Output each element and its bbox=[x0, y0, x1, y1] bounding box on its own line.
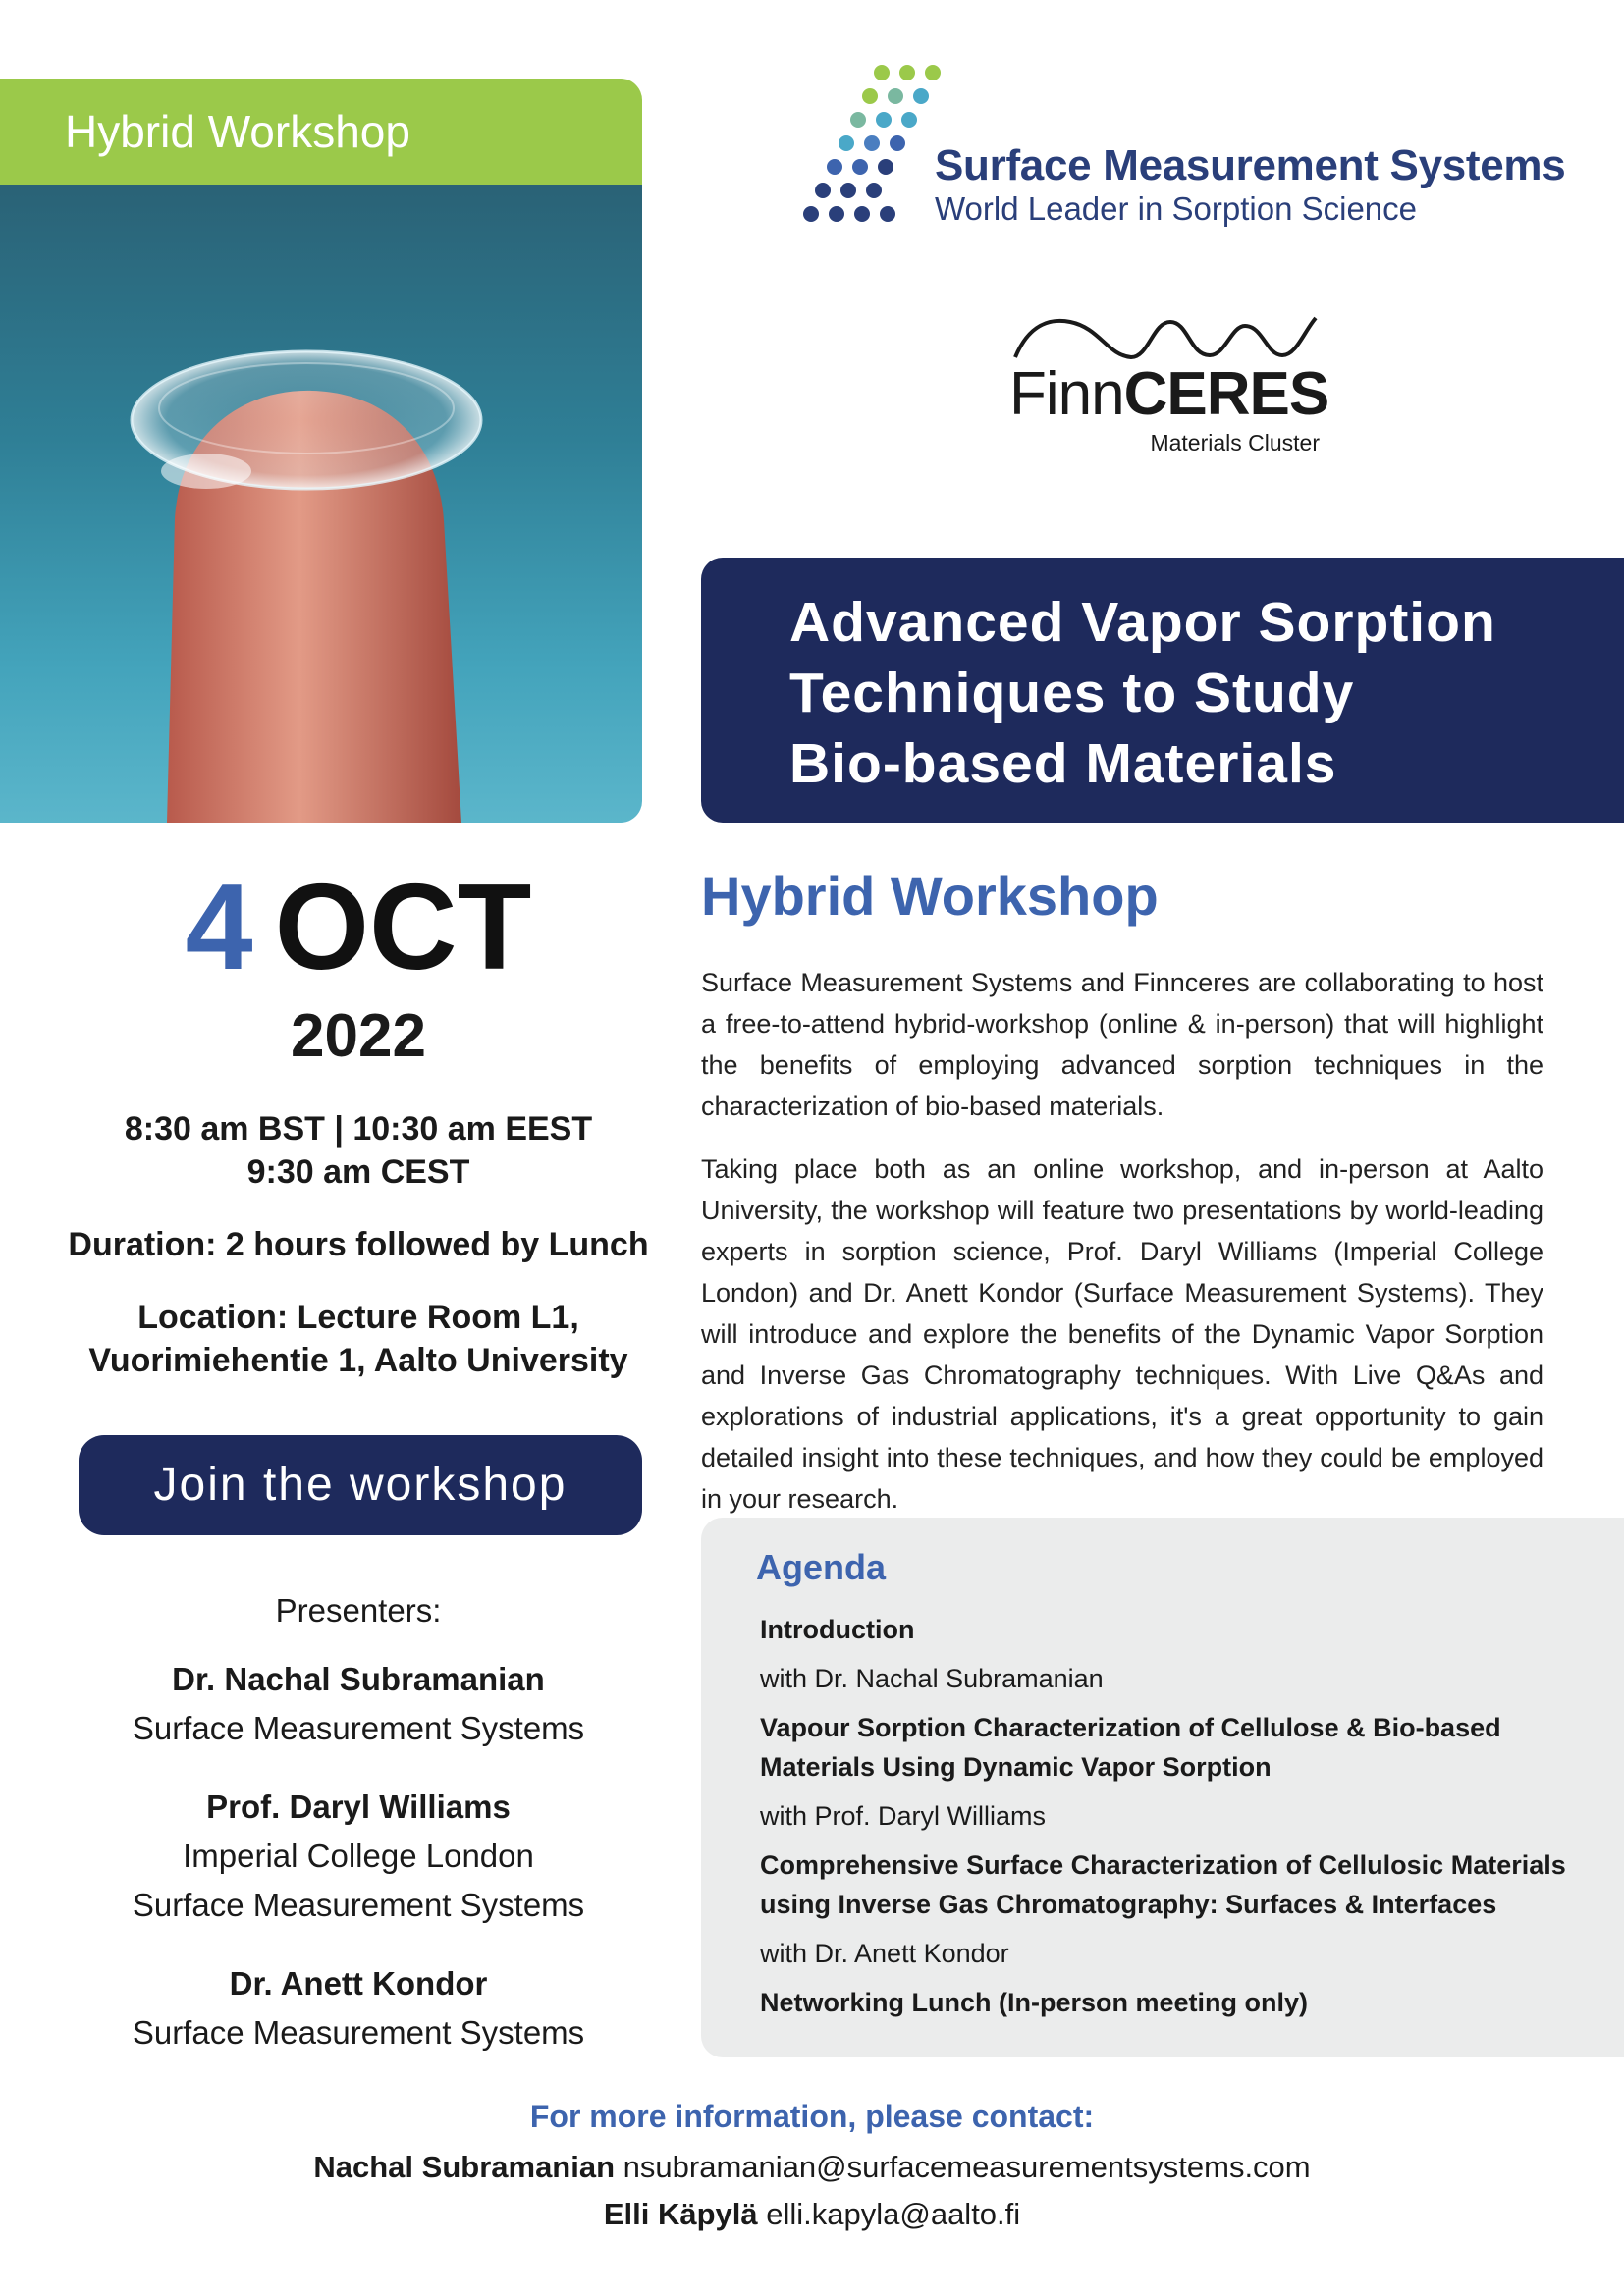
presenter-item bbox=[0, 1959, 717, 2057]
presenter-org: Surface Measurement Systems bbox=[132, 1887, 585, 1923]
presenter-name: Prof. Daryl Williams bbox=[206, 1789, 511, 1825]
event-date bbox=[0, 860, 717, 995]
hero-tag: Hybrid Workshop bbox=[0, 79, 642, 185]
event-location-line2: Vuorimiehentie 1, Aalto University bbox=[88, 1342, 628, 1379]
contact-lens-illustration bbox=[0, 185, 642, 823]
presenter-name: Dr. Nachal Subramanian bbox=[172, 1661, 545, 1697]
agenda-item-title-line: Vapour Sorption Characterization of Cellulose & Bio-based bbox=[760, 1713, 1501, 1742]
agenda-item-title-line: Comprehensive Surface Characterization of Cellulosic Materials bbox=[760, 1850, 1566, 1880]
contact-line bbox=[0, 2150, 1624, 2185]
presenter-org: Surface Measurement Systems bbox=[132, 1710, 585, 1746]
title-banner bbox=[701, 558, 1624, 823]
agenda-item-speaker: with Dr. Anett Kondor bbox=[760, 1939, 1009, 1968]
event-title-line3: Bio-based Materials bbox=[789, 732, 1337, 795]
sms-company-name: Surface Measurement Systems bbox=[935, 141, 1566, 189]
workshop-heading: Hybrid Workshop bbox=[701, 865, 1159, 927]
presenter-item bbox=[0, 1655, 717, 1753]
workshop-details-paragraph: Taking place both as an online workshop, and in-person at Aalto University, the workshop will feature two presentations by world-leading experts in sorption science, Prof. Daryl Williams (Imperial College London) and Dr. Anett Kondor (Surface Measurement Systems). They will introduce and explore the benefits of the Dynamic Vapor Sorption and Inverse Gas Chromatography techniques. With Live Q&As and explorations of industrial applications, it's a great opportunity to gain detailed insight into these techniques, and how they could be employed in your research. bbox=[701, 1154, 1543, 1514]
hero-card bbox=[0, 79, 642, 823]
event-time bbox=[0, 1107, 717, 1194]
agenda-item-title-line: using Inverse Gas Chromatography: Surfaces & Interfaces bbox=[760, 1890, 1497, 1919]
event-title-line2: Techniques to Study bbox=[789, 662, 1355, 724]
sms-tagline: World Leader in Sorption Science bbox=[935, 190, 1418, 227]
finnceres-prefix: Finn bbox=[1009, 360, 1124, 428]
finnceres-subtitle: Materials Cluster bbox=[1150, 430, 1320, 455]
event-duration: Duration: 2 hours followed by Lunch bbox=[68, 1226, 649, 1263]
contact-name: Nachal Subramanian bbox=[313, 2150, 616, 2184]
hero-photo-contact-lens bbox=[0, 185, 642, 823]
presenters-label: Presenters: bbox=[275, 1592, 442, 1629]
presenter-name: Dr. Anett Kondor bbox=[229, 1965, 488, 2002]
event-month: OCT bbox=[274, 860, 532, 995]
contact-line bbox=[0, 2197, 1624, 2232]
contact-email-link[interactable]: elli.kapyla@aalto.fi bbox=[766, 2197, 1021, 2231]
event-time-line1: 8:30 am BST | 10:30 am EEST bbox=[124, 1110, 593, 1148]
contact-email-link[interactable]: nsubramanian@surfacemeasurementsystems.com bbox=[623, 2150, 1311, 2184]
agenda-item-title bbox=[760, 1708, 1585, 1787]
finnceres-logo bbox=[1009, 312, 1329, 459]
agenda-item-title: Networking Lunch (In-person meeting only) bbox=[760, 1988, 1309, 2017]
agenda-item-speaker: with Prof. Daryl Williams bbox=[760, 1801, 1047, 1831]
agenda-item-speaker: with Dr. Nachal Subramanian bbox=[760, 1664, 1104, 1693]
contact-title: For more information, please contact: bbox=[529, 2099, 1095, 2134]
join-workshop-button[interactable]: Join the workshop bbox=[79, 1435, 642, 1535]
contact-name: Elli Käpylä bbox=[603, 2197, 758, 2231]
agenda-panel bbox=[701, 1518, 1624, 2057]
agenda-item-title: Introduction bbox=[760, 1615, 915, 1644]
event-title-line1: Advanced Vapor Sorption bbox=[789, 591, 1496, 654]
event-title bbox=[789, 587, 1595, 799]
presenter-org: Imperial College London bbox=[183, 1838, 534, 1874]
finnceres-wordmark bbox=[1009, 359, 1328, 429]
agenda-title: Agenda bbox=[756, 1547, 887, 1587]
event-day: 4 bbox=[185, 860, 253, 995]
presenter-org: Surface Measurement Systems bbox=[132, 2014, 585, 2051]
sms-logo bbox=[803, 61, 1566, 228]
finnceres-wave-icon bbox=[1009, 312, 1324, 361]
workshop-intro-paragraph: Surface Measurement Systems and Finnceres are collaborating to host a free-to-attend hybrid-workshop (online & in-person) that will highlight the benefits of employing advanced sorption techniques in the characterization of bio-based materials. bbox=[701, 968, 1543, 1121]
agenda-item-title-line: Materials Using Dynamic Vapor Sorption bbox=[760, 1752, 1272, 1782]
event-location bbox=[0, 1296, 717, 1382]
event-location-line1: Location: Lecture Room L1, bbox=[137, 1299, 579, 1336]
presenter-item bbox=[0, 1783, 717, 1930]
event-time-line2: 9:30 am CEST bbox=[246, 1153, 470, 1191]
finnceres-bold: CERES bbox=[1123, 360, 1329, 428]
agenda-item-title bbox=[760, 1845, 1585, 1924]
event-year: 2022 bbox=[291, 1002, 426, 1070]
